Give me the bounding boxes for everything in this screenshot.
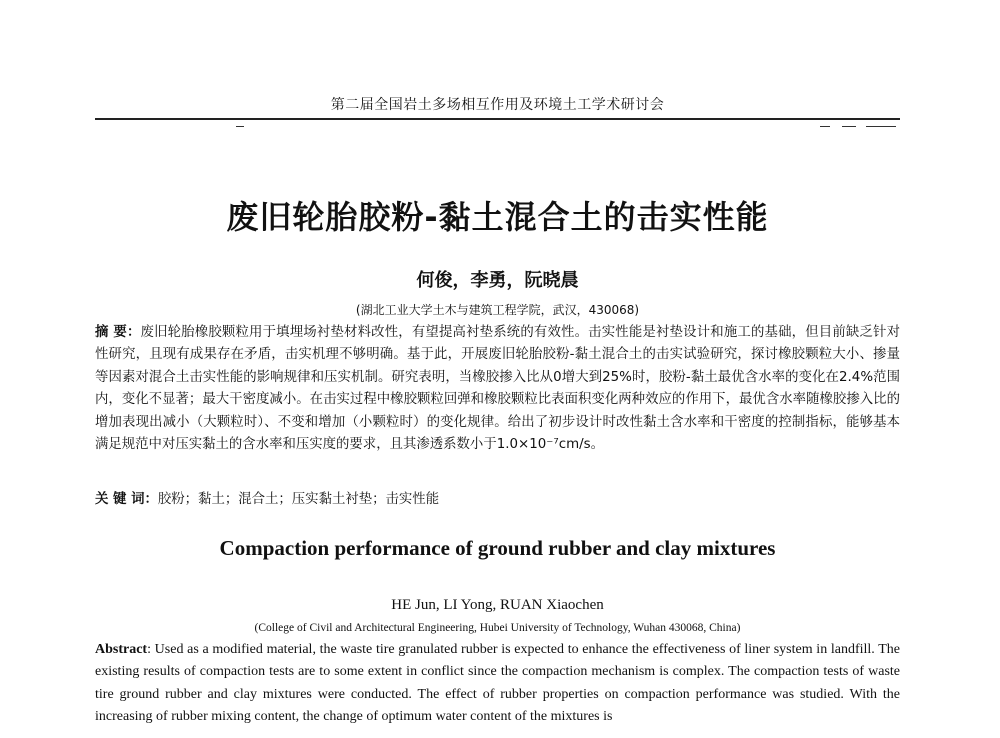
running-header: 第二届全国岩土多场相互作用及环境土工学术研讨会 — [330, 97, 665, 113]
scan-mark — [236, 126, 244, 127]
authors-chinese: 何俊，李勇，阮晓晨 — [416, 270, 579, 291]
title-english: Compaction performance of ground rubber and clay mixtures — [219, 536, 776, 560]
abstract-text-chinese: 废旧轮胎橡胶颗粒用于填埋场衬垫材料改性，有望提高衬垫系统的有效性。击实性能是衬垫设计和施工的基础，但目前缺乏针对性研究，且现有成果存在矛盾，击实机理不够明确。基于此，开展废旧轮胎胶粉-黏土混合土的击实试验研究，探讨橡胶颗粒大小、掺量等因素对混合土击实性能的影响规律和压实机制。研究表明，当橡胶掺入比从0增大到25%时，胶粉-黏土最优含水率的变化在2.4%范围内，变化不显著；最大干密度减小。在击实过程中橡胶颗粒回弹和橡胶颗粒比表面积变化两种效应的作用下，最优含水率随橡胶掺入比的增加表现出减小（大颗粒时）、不变和增加（小颗粒时）的变化规律。给出了初步设计时改性黏土含水率和干密度的控制指标，能够基本满足规范中对压实黏土的含水率和压实度的要求，且其渗透系数小于1.0×10⁻⁷cm/s。 — [95, 325, 900, 453]
scan-mark — [866, 126, 896, 127]
title-chinese: 废旧轮胎胶粉-黏土混合土的击实性能 — [226, 198, 769, 236]
affiliation-chinese: (湖北工业大学土木与建筑工程学院，武汉，430068) — [355, 303, 640, 317]
header-rule — [95, 118, 900, 120]
keywords-label-chinese: 关 键 词： — [95, 492, 158, 507]
authors-english: HE Jun, LI Yong, RUAN Xiaochen — [391, 597, 604, 613]
scan-mark — [842, 126, 856, 127]
abstract-english — [95, 639, 900, 728]
abstract-label-chinese: 摘 要： — [95, 325, 141, 340]
abstract-text-english: : Used as a modified material, the waste tire granulated rubber is expected to enhance the effectiveness of liner system in landfill. The existing results of compaction tests are to some extent in conflict since the compaction mechanism is complex. The compaction tests of waste tire ground rubber and clay mixtures were conducted. The effect of rubber properties on compaction performance was studied. With the increasing of rubber mixing content, the change of optimum water content of the mixtures is — [95, 642, 900, 724]
abstract-chinese — [95, 322, 900, 456]
affiliation-english: (College of Civil and Architectural Engineering, Hubei University of Technology, Wuhan 430068, China) — [254, 622, 741, 634]
abstract-label-english: Abstract — [95, 642, 148, 657]
keywords-text-chinese: 胶粉；黏土；混合土；压实黏土衬垫；击实性能 — [157, 492, 440, 507]
scan-mark — [820, 126, 830, 127]
keywords-chinese — [95, 489, 900, 511]
